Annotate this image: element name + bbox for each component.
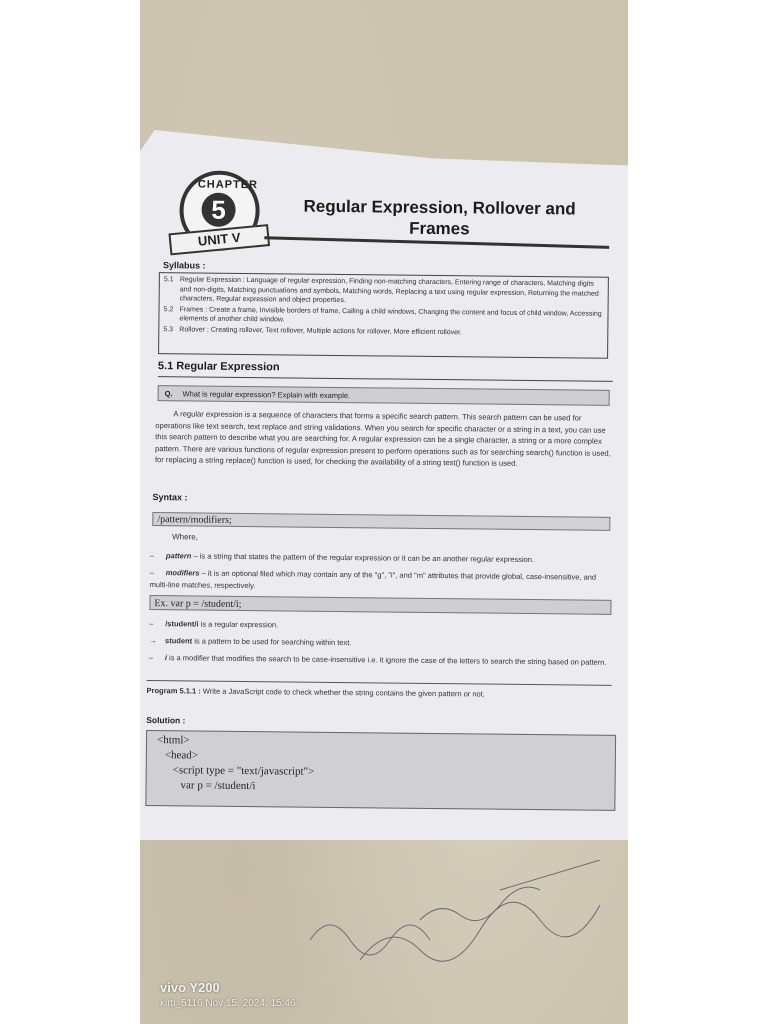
note-item xyxy=(149,618,611,635)
syllabus-item-number: 5.1 xyxy=(163,276,174,284)
solution-label: Solution : xyxy=(146,714,186,726)
definition-item xyxy=(150,550,612,567)
dash-icon: – xyxy=(148,653,154,663)
example-code: Ex. var p = /student/i; xyxy=(149,595,611,615)
definition-item xyxy=(150,567,612,596)
note-text: is a pattern to be used for searching within text. xyxy=(192,636,352,648)
note-term: i xyxy=(164,653,168,663)
note-term: /student/i xyxy=(165,619,199,629)
syllabus-item-text: Regular Expression : Language of regular expression, Finding non-matching characters, Entering range of characters, Matching digits and non-digits, Matching punctuations and symbols, Matching words, Replacing a text using regular expression, Returning the matched characters, Regular expression and object properties. xyxy=(179,276,599,305)
handwriting-scribble xyxy=(300,860,620,980)
chapter-title-line1: Regular Expression, Rollover and xyxy=(303,196,576,219)
definition-text: – it is an optional filed which may contain any of the "g", "i", and "m" attributes that provide global, case-insensitive, and multi-line matches, respectively. xyxy=(149,568,597,591)
note-item xyxy=(149,652,611,669)
dash-icon: – xyxy=(149,568,155,578)
syllabus-box xyxy=(158,272,609,359)
note-text: is a regular expression. xyxy=(198,619,279,630)
solution-code-box xyxy=(145,730,616,811)
code-line: var p = /student/i xyxy=(180,779,256,793)
syllabus-item-number: 5.3 xyxy=(163,325,174,333)
code-line: <script type = "text/javascript"> xyxy=(172,764,315,778)
syntax-code: /pattern/modifiers; xyxy=(152,512,610,531)
syllabus-item xyxy=(164,275,604,308)
code-line: <html> xyxy=(156,734,190,747)
program-text: Write a JavaScript code to check whether the string contains the given pattern or not. xyxy=(200,686,485,699)
chapter-number: 5 xyxy=(201,193,235,227)
note-term: student xyxy=(165,636,193,646)
dash-icon: – xyxy=(149,619,154,629)
camera-watermark-info: kirti_5116 Nov 15, 2024, 15:46 xyxy=(160,998,296,1009)
question-label: Q. xyxy=(164,389,173,399)
note-item xyxy=(149,635,611,652)
syllabus-item-text: Rollover : Creating rollover, Text rollover, Multiple actions for rollover, More efficient rollover. xyxy=(179,325,462,336)
definition-text: – is a string that states the pattern of the regular expression or it can be an another regular expression. xyxy=(191,551,535,565)
program-line xyxy=(147,686,485,699)
definition-term: modifiers xyxy=(165,568,200,578)
question-text: What is regular expression? Explain with example. xyxy=(182,389,351,401)
program-label: Program 5.1.1 : xyxy=(146,685,201,696)
syllabus-label: Syllabus : xyxy=(162,260,206,271)
camera-watermark-brand: vivo Y200 xyxy=(160,980,220,995)
chapter-title-line2: Frames xyxy=(409,218,470,239)
code-line: <head> xyxy=(164,749,199,762)
chapter-title xyxy=(289,195,589,240)
definition-term: pattern xyxy=(165,551,192,561)
unit-ribbon: UNIT V xyxy=(168,224,270,255)
section-divider xyxy=(158,376,613,382)
where-label: Where, xyxy=(172,532,199,542)
section-heading: 5.1 Regular Expression xyxy=(157,360,280,374)
arrow-icon: → xyxy=(149,636,157,646)
body-paragraph: A regular expression is a sequence of characters that forms a specific search pattern. This search pattern can be used for operations like text search, text replace and string validations. When you search for specific character or a string in a text, you can use this search pattern to describe what you are searching for. A regular expression can be a single character, a string or a more complex pattern. There are various functions of regular expression present to perform operations such as for searching search() function is used, for replacing a string replace() function is used, for checking the availability of a string test() function is used. xyxy=(154,409,611,468)
page-content xyxy=(143,170,620,805)
syllabus-item-text: Frames : Create a frame, Invisible borders of frame, Calling a child windows, Changing the content and focus of child window, Accessing elements of another child window. xyxy=(179,305,602,324)
chapter-word: CHAPTER xyxy=(197,178,259,192)
question-bar xyxy=(158,385,610,406)
dash-icon: – xyxy=(149,551,155,561)
syntax-label: Syntax : xyxy=(152,492,188,503)
syllabus-item-number: 5.2 xyxy=(163,305,174,313)
note-text: is a modifier that modifies the search to be case-insensitive i.e. it ignore the case of the letters to search the string based on pattern. xyxy=(166,653,607,667)
program-divider xyxy=(147,680,612,686)
